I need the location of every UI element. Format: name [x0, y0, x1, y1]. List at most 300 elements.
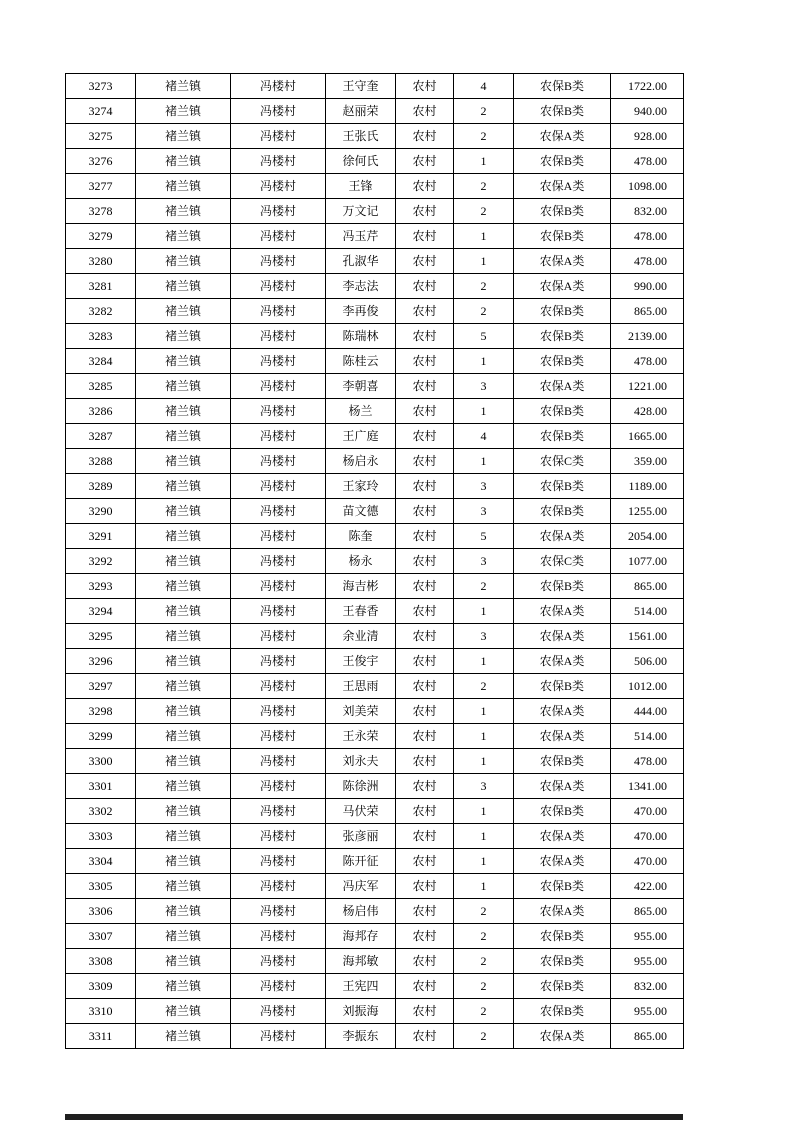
cell-town: 褚兰镇	[136, 299, 231, 324]
cell-type: 农村	[396, 699, 454, 724]
cell-type: 农村	[396, 124, 454, 149]
cell-town: 褚兰镇	[136, 824, 231, 849]
cell-town: 褚兰镇	[136, 324, 231, 349]
cell-type: 农村	[396, 949, 454, 974]
cell-type: 农村	[396, 99, 454, 124]
cell-name: 王思雨	[326, 674, 396, 699]
cell-count: 2	[454, 124, 514, 149]
cell-category: 农保B类	[514, 149, 611, 174]
cell-count: 2	[454, 174, 514, 199]
cell-count: 2	[454, 899, 514, 924]
cell-id: 3299	[66, 724, 136, 749]
table-row	[66, 74, 684, 99]
cell-amount: 865.00	[611, 299, 684, 324]
cell-amount: 478.00	[611, 349, 684, 374]
cell-town: 褚兰镇	[136, 799, 231, 824]
cell-category: 农保A类	[514, 824, 611, 849]
cell-id: 3292	[66, 549, 136, 574]
cell-village: 冯楼村	[231, 424, 326, 449]
cell-count: 1	[454, 249, 514, 274]
cell-town: 褚兰镇	[136, 999, 231, 1024]
table-row	[66, 174, 684, 199]
cell-category: 农保B类	[514, 349, 611, 374]
cell-name: 海邦敏	[326, 949, 396, 974]
cell-amount: 1012.00	[611, 674, 684, 699]
cell-category: 农保B类	[514, 324, 611, 349]
cell-id: 3274	[66, 99, 136, 124]
cell-amount: 865.00	[611, 899, 684, 924]
cell-type: 农村	[396, 624, 454, 649]
cell-category: 农保B类	[514, 424, 611, 449]
cell-village: 冯楼村	[231, 799, 326, 824]
cell-town: 褚兰镇	[136, 499, 231, 524]
cell-town: 褚兰镇	[136, 699, 231, 724]
table-row	[66, 124, 684, 149]
cell-category: 农保B类	[514, 224, 611, 249]
cell-town: 褚兰镇	[136, 524, 231, 549]
cell-name: 陈瑞林	[326, 324, 396, 349]
cell-village: 冯楼村	[231, 199, 326, 224]
cell-count: 1	[454, 824, 514, 849]
cell-category: 农保A类	[514, 124, 611, 149]
cell-town: 褚兰镇	[136, 224, 231, 249]
cell-village: 冯楼村	[231, 399, 326, 424]
cell-type: 农村	[396, 149, 454, 174]
cell-category: 农保B类	[514, 924, 611, 949]
cell-village: 冯楼村	[231, 899, 326, 924]
cell-town: 褚兰镇	[136, 74, 231, 99]
cell-type: 农村	[396, 724, 454, 749]
cell-id: 3285	[66, 374, 136, 399]
cell-count: 3	[454, 624, 514, 649]
cell-id: 3291	[66, 524, 136, 549]
cell-amount: 1189.00	[611, 474, 684, 499]
cell-amount: 955.00	[611, 949, 684, 974]
cell-category: 农保B类	[514, 674, 611, 699]
cell-village: 冯楼村	[231, 574, 326, 599]
cell-amount: 2139.00	[611, 324, 684, 349]
cell-name: 海邦存	[326, 924, 396, 949]
cell-village: 冯楼村	[231, 924, 326, 949]
cell-village: 冯楼村	[231, 1024, 326, 1049]
cell-village: 冯楼村	[231, 449, 326, 474]
cell-category: 农保A类	[514, 649, 611, 674]
cell-amount: 865.00	[611, 1024, 684, 1049]
cell-id: 3282	[66, 299, 136, 324]
cell-village: 冯楼村	[231, 174, 326, 199]
cell-id: 3305	[66, 874, 136, 899]
cell-amount: 928.00	[611, 124, 684, 149]
cell-id: 3296	[66, 649, 136, 674]
table-row	[66, 374, 684, 399]
cell-type: 农村	[396, 374, 454, 399]
cell-type: 农村	[396, 224, 454, 249]
cell-town: 褚兰镇	[136, 874, 231, 899]
cell-count: 4	[454, 424, 514, 449]
cell-amount: 514.00	[611, 599, 684, 624]
cell-category: 农保A类	[514, 899, 611, 924]
table-row	[66, 899, 684, 924]
cell-town: 褚兰镇	[136, 949, 231, 974]
cell-name: 马伏荣	[326, 799, 396, 824]
table-row	[66, 249, 684, 274]
cell-name: 冯玉芹	[326, 224, 396, 249]
table-row	[66, 324, 684, 349]
cell-type: 农村	[396, 774, 454, 799]
cell-type: 农村	[396, 799, 454, 824]
cell-type: 农村	[396, 599, 454, 624]
cell-village: 冯楼村	[231, 499, 326, 524]
cell-count: 2	[454, 274, 514, 299]
cell-village: 冯楼村	[231, 724, 326, 749]
cell-town: 褚兰镇	[136, 249, 231, 274]
cell-name: 张彦丽	[326, 824, 396, 849]
cell-type: 农村	[396, 474, 454, 499]
cell-name: 王锋	[326, 174, 396, 199]
cell-village: 冯楼村	[231, 474, 326, 499]
cell-name: 李再俊	[326, 299, 396, 324]
cell-category: 农保A类	[514, 699, 611, 724]
cell-amount: 422.00	[611, 874, 684, 899]
cell-type: 农村	[396, 1024, 454, 1049]
cell-name: 冯庆军	[326, 874, 396, 899]
cell-name: 陈桂云	[326, 349, 396, 374]
cell-amount: 478.00	[611, 149, 684, 174]
table-row	[66, 274, 684, 299]
cell-type: 农村	[396, 674, 454, 699]
cell-count: 2	[454, 99, 514, 124]
cell-category: 农保A类	[514, 624, 611, 649]
cell-name: 王家玲	[326, 474, 396, 499]
cell-amount: 1561.00	[611, 624, 684, 649]
cell-id: 3283	[66, 324, 136, 349]
cell-category: 农保A类	[514, 374, 611, 399]
table-row	[66, 199, 684, 224]
cell-amount: 1255.00	[611, 499, 684, 524]
table-row	[66, 574, 684, 599]
cell-town: 褚兰镇	[136, 149, 231, 174]
cell-amount: 955.00	[611, 999, 684, 1024]
cell-id: 3304	[66, 849, 136, 874]
table-row	[66, 974, 684, 999]
cell-count: 1	[454, 749, 514, 774]
cell-id: 3277	[66, 174, 136, 199]
cell-count: 2	[454, 924, 514, 949]
table-row	[66, 599, 684, 624]
cell-town: 褚兰镇	[136, 624, 231, 649]
cell-type: 农村	[396, 524, 454, 549]
cell-type: 农村	[396, 299, 454, 324]
cell-town: 褚兰镇	[136, 899, 231, 924]
cell-village: 冯楼村	[231, 549, 326, 574]
document-page-table-region	[65, 73, 684, 1049]
cell-type: 农村	[396, 574, 454, 599]
cell-type: 农村	[396, 74, 454, 99]
cell-count: 1	[454, 724, 514, 749]
cell-amount: 1341.00	[611, 774, 684, 799]
cell-name: 孔淑华	[326, 249, 396, 274]
cell-category: 农保A类	[514, 599, 611, 624]
cell-name: 王俊宇	[326, 649, 396, 674]
cell-town: 褚兰镇	[136, 449, 231, 474]
cell-id: 3308	[66, 949, 136, 974]
cell-village: 冯楼村	[231, 274, 326, 299]
table-row	[66, 424, 684, 449]
cell-id: 3284	[66, 349, 136, 374]
cell-village: 冯楼村	[231, 749, 326, 774]
cell-category: 农保B类	[514, 574, 611, 599]
cell-category: 农保A类	[514, 524, 611, 549]
cell-type: 农村	[396, 174, 454, 199]
pension-list-table	[65, 73, 684, 1049]
cell-town: 褚兰镇	[136, 274, 231, 299]
table-row	[66, 674, 684, 699]
cell-type: 农村	[396, 274, 454, 299]
cell-id: 3302	[66, 799, 136, 824]
cell-category: 农保B类	[514, 874, 611, 899]
cell-town: 褚兰镇	[136, 424, 231, 449]
cell-id: 3294	[66, 599, 136, 624]
cell-category: 农保B类	[514, 749, 611, 774]
cell-id: 3286	[66, 399, 136, 424]
cell-id: 3307	[66, 924, 136, 949]
cell-name: 李志法	[326, 274, 396, 299]
cell-name: 王张氏	[326, 124, 396, 149]
cell-count: 5	[454, 324, 514, 349]
cell-name: 余业清	[326, 624, 396, 649]
cell-town: 褚兰镇	[136, 174, 231, 199]
cell-id: 3306	[66, 899, 136, 924]
cell-town: 褚兰镇	[136, 774, 231, 799]
cell-village: 冯楼村	[231, 874, 326, 899]
cell-village: 冯楼村	[231, 299, 326, 324]
table-row	[66, 299, 684, 324]
cell-village: 冯楼村	[231, 824, 326, 849]
cell-town: 褚兰镇	[136, 924, 231, 949]
cell-name: 徐何氏	[326, 149, 396, 174]
cell-amount: 2054.00	[611, 524, 684, 549]
cell-count: 1	[454, 649, 514, 674]
cell-type: 农村	[396, 324, 454, 349]
next-page-row-partial	[65, 1114, 683, 1120]
cell-count: 3	[454, 374, 514, 399]
cell-amount: 470.00	[611, 824, 684, 849]
cell-amount: 470.00	[611, 849, 684, 874]
cell-town: 褚兰镇	[136, 374, 231, 399]
cell-id: 3289	[66, 474, 136, 499]
cell-village: 冯楼村	[231, 624, 326, 649]
cell-count: 1	[454, 449, 514, 474]
table-row	[66, 924, 684, 949]
cell-amount: 1722.00	[611, 74, 684, 99]
cell-name: 刘美荣	[326, 699, 396, 724]
cell-count: 1	[454, 599, 514, 624]
cell-id: 3297	[66, 674, 136, 699]
cell-type: 农村	[396, 899, 454, 924]
cell-amount: 359.00	[611, 449, 684, 474]
cell-village: 冯楼村	[231, 699, 326, 724]
table-row	[66, 649, 684, 674]
cell-amount: 478.00	[611, 249, 684, 274]
cell-village: 冯楼村	[231, 849, 326, 874]
cell-village: 冯楼村	[231, 999, 326, 1024]
cell-count: 3	[454, 499, 514, 524]
table-row	[66, 399, 684, 424]
cell-village: 冯楼村	[231, 349, 326, 374]
cell-amount: 940.00	[611, 99, 684, 124]
cell-village: 冯楼村	[231, 74, 326, 99]
cell-count: 3	[454, 774, 514, 799]
cell-village: 冯楼村	[231, 124, 326, 149]
table-row	[66, 449, 684, 474]
cell-id: 3278	[66, 199, 136, 224]
cell-category: 农保B类	[514, 399, 611, 424]
cell-type: 农村	[396, 924, 454, 949]
cell-count: 1	[454, 349, 514, 374]
cell-count: 1	[454, 399, 514, 424]
cell-town: 褚兰镇	[136, 199, 231, 224]
cell-town: 褚兰镇	[136, 749, 231, 774]
cell-category: 农保A类	[514, 849, 611, 874]
cell-name: 陈徐洲	[326, 774, 396, 799]
cell-amount: 514.00	[611, 724, 684, 749]
cell-id: 3309	[66, 974, 136, 999]
cell-id: 3281	[66, 274, 136, 299]
cell-village: 冯楼村	[231, 674, 326, 699]
cell-type: 农村	[396, 199, 454, 224]
cell-count: 2	[454, 999, 514, 1024]
cell-count: 2	[454, 199, 514, 224]
table-row	[66, 824, 684, 849]
cell-type: 农村	[396, 849, 454, 874]
cell-id: 3287	[66, 424, 136, 449]
table-row	[66, 799, 684, 824]
cell-name: 刘振海	[326, 999, 396, 1024]
cell-type: 农村	[396, 749, 454, 774]
cell-type: 农村	[396, 824, 454, 849]
cell-name: 陈奎	[326, 524, 396, 549]
cell-category: 农保A类	[514, 174, 611, 199]
cell-count: 1	[454, 224, 514, 249]
cell-category: 农保A类	[514, 1024, 611, 1049]
cell-name: 刘永夫	[326, 749, 396, 774]
cell-name: 王永荣	[326, 724, 396, 749]
cell-category: 农保B类	[514, 299, 611, 324]
cell-id: 3311	[66, 1024, 136, 1049]
cell-id: 3288	[66, 449, 136, 474]
cell-count: 1	[454, 799, 514, 824]
table-row	[66, 149, 684, 174]
cell-type: 农村	[396, 549, 454, 574]
table-row	[66, 624, 684, 649]
table-row	[66, 749, 684, 774]
cell-name: 杨永	[326, 549, 396, 574]
cell-id: 3303	[66, 824, 136, 849]
cell-type: 农村	[396, 349, 454, 374]
cell-village: 冯楼村	[231, 224, 326, 249]
cell-village: 冯楼村	[231, 249, 326, 274]
table-row	[66, 524, 684, 549]
cell-amount: 428.00	[611, 399, 684, 424]
cell-category: 农保C类	[514, 449, 611, 474]
cell-town: 褚兰镇	[136, 974, 231, 999]
cell-name: 万文记	[326, 199, 396, 224]
table-row	[66, 999, 684, 1024]
cell-amount: 444.00	[611, 699, 684, 724]
cell-town: 褚兰镇	[136, 124, 231, 149]
cell-category: 农保B类	[514, 949, 611, 974]
cell-village: 冯楼村	[231, 974, 326, 999]
cell-count: 2	[454, 674, 514, 699]
cell-village: 冯楼村	[231, 374, 326, 399]
cell-count: 2	[454, 949, 514, 974]
cell-count: 5	[454, 524, 514, 549]
cell-category: 农保B类	[514, 199, 611, 224]
cell-amount: 832.00	[611, 199, 684, 224]
cell-town: 褚兰镇	[136, 649, 231, 674]
cell-count: 4	[454, 74, 514, 99]
cell-type: 农村	[396, 249, 454, 274]
cell-amount: 506.00	[611, 649, 684, 674]
cell-town: 褚兰镇	[136, 99, 231, 124]
cell-town: 褚兰镇	[136, 724, 231, 749]
cell-id: 3310	[66, 999, 136, 1024]
cell-amount: 990.00	[611, 274, 684, 299]
cell-category: 农保B类	[514, 99, 611, 124]
cell-category: 农保A类	[514, 774, 611, 799]
cell-id: 3300	[66, 749, 136, 774]
cell-amount: 478.00	[611, 749, 684, 774]
cell-id: 3280	[66, 249, 136, 274]
cell-village: 冯楼村	[231, 524, 326, 549]
cell-amount: 865.00	[611, 574, 684, 599]
cell-id: 3295	[66, 624, 136, 649]
cell-name: 苗文德	[326, 499, 396, 524]
cell-count: 2	[454, 574, 514, 599]
cell-count: 1	[454, 699, 514, 724]
cell-name: 杨兰	[326, 399, 396, 424]
cell-count: 1	[454, 149, 514, 174]
cell-amount: 1665.00	[611, 424, 684, 449]
cell-amount: 955.00	[611, 924, 684, 949]
cell-category: 农保B类	[514, 974, 611, 999]
cell-type: 农村	[396, 649, 454, 674]
table-row	[66, 1024, 684, 1049]
cell-name: 赵丽荣	[326, 99, 396, 124]
cell-village: 冯楼村	[231, 324, 326, 349]
cell-id: 3276	[66, 149, 136, 174]
cell-town: 褚兰镇	[136, 674, 231, 699]
cell-type: 农村	[396, 449, 454, 474]
cell-village: 冯楼村	[231, 949, 326, 974]
cell-id: 3301	[66, 774, 136, 799]
cell-category: 农保B类	[514, 499, 611, 524]
cell-count: 2	[454, 299, 514, 324]
cell-name: 王春香	[326, 599, 396, 624]
table-row	[66, 474, 684, 499]
cell-name: 杨启伟	[326, 899, 396, 924]
cell-name: 李振东	[326, 1024, 396, 1049]
table-row	[66, 99, 684, 124]
cell-category: 农保A类	[514, 724, 611, 749]
cell-type: 农村	[396, 424, 454, 449]
cell-id: 3275	[66, 124, 136, 149]
cell-type: 农村	[396, 874, 454, 899]
cell-type: 农村	[396, 999, 454, 1024]
cell-category: 农保C类	[514, 549, 611, 574]
cell-town: 褚兰镇	[136, 574, 231, 599]
table-row	[66, 224, 684, 249]
